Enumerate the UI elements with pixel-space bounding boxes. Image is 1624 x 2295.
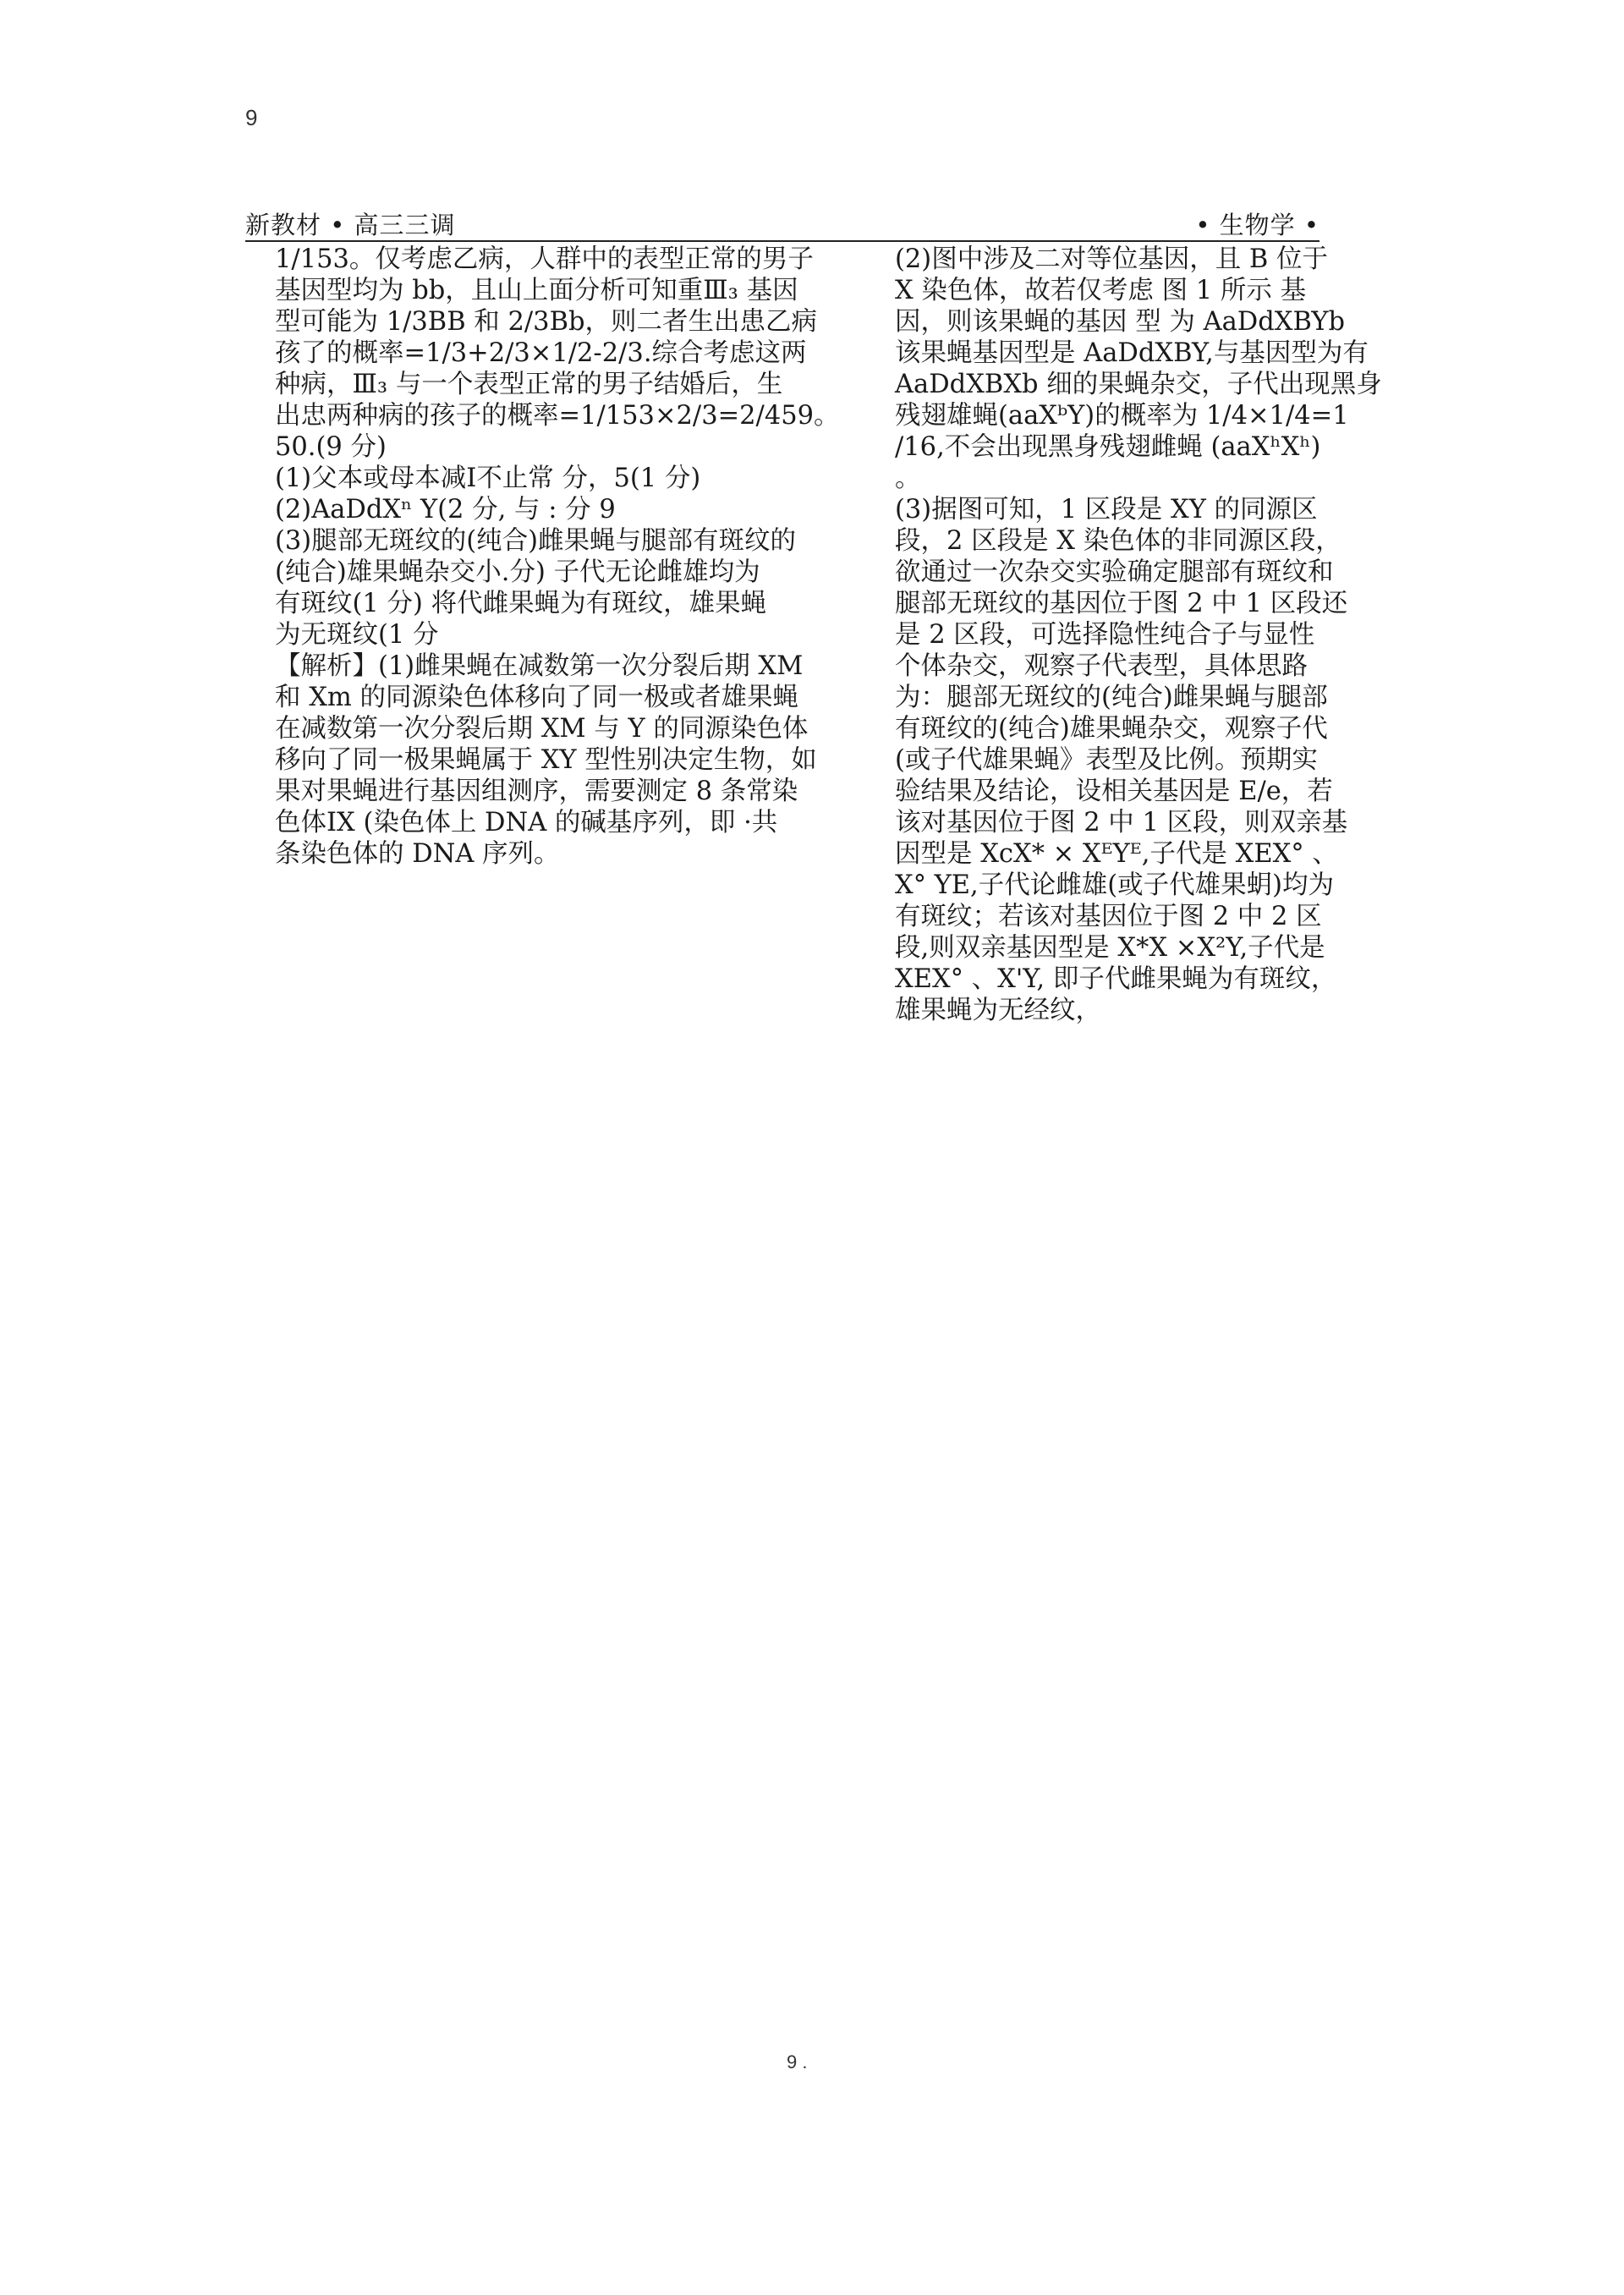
- analysis-line: 个体杂交，观察子代表型，具体思路: [895, 651, 1308, 681]
- analysis-line: 验结果及结论，设相关基因是 E/e，若: [895, 777, 1333, 806]
- analysis-line: X° YE,子代论雌雄(或子代雄果蚏)均为: [895, 870, 1335, 900]
- analysis-line: 果对果蝇进行基因组测序，需要测定 8 条常染: [275, 777, 798, 806]
- answer-line: (纯合)雄果蝇杂交小.分) 子代无论雌雄均为: [275, 557, 760, 587]
- analysis-line: 条染色体的 DNA 序列。: [275, 839, 560, 869]
- text-line: 孩了的概率=1/3+2/3×1/2-2/3.综合考虑这两: [275, 338, 807, 368]
- page-number-bottom: 9 .: [787, 2051, 808, 2073]
- analysis-line: 是 2 区段，可选择隐性纯合子与显性: [895, 620, 1315, 650]
- text-line: 基因型均为 bb，且山上面分析可知重Ⅲ₃ 基因: [275, 276, 798, 305]
- analysis-line: 有斑纹；若该对基因位于图 2 中 2 区: [895, 902, 1322, 931]
- analysis-line: 段，2 区段是 X 染色体的非同源区段，: [895, 526, 1341, 556]
- page-number-top: 9: [245, 105, 258, 130]
- text-line: 型可能为 1/3BB 和 2/3Bb，则二者生出患乙病: [275, 307, 818, 337]
- text-line: 种病，Ⅲ₃ 与一个表型正常的男子结婚后，生: [275, 370, 783, 399]
- analysis-line: 因型是 XcX* × XᴱYᴱ,子代是 XEX° 、: [895, 839, 1338, 869]
- analysis-line: /16,不会出现黑身残翅雌蝇 (aaXʰXʰ): [895, 432, 1321, 462]
- analysis-line: X 染色体，故若仅考虑 图 1 所示 基: [895, 276, 1307, 305]
- answer-line: (3)腿部无斑纹的(纯合)雌果蝇与腿部有斑纹的: [275, 526, 797, 556]
- analysis-line: XEX° 、X'Y, 即子代雌果蝇为有斑纹，: [895, 964, 1337, 994]
- analysis-line: 该果蝇基因型是 AaDdXBY,与基因型为有: [895, 338, 1369, 368]
- right-column: [895, 244, 1382, 1026]
- answer-line: 为无斑纹(1 分: [275, 620, 439, 650]
- header-left-text: 新教材 • 高三三调: [245, 211, 456, 239]
- analysis-line: 腿部无斑纹的基因位于图 2 中 1 区段还: [895, 589, 1348, 618]
- header-right-text: • 生物学 •: [1195, 211, 1320, 239]
- analysis-line: 欲通过一次杂交实验确定腿部有斑纹和: [895, 557, 1334, 587]
- analysis-line: 雄果蝇为无经纹，: [895, 996, 1101, 1025]
- analysis-line: 有斑纹的(纯合)雄果蝇杂交，观察子代: [895, 714, 1328, 744]
- answer-line: 有斑纹(1 分) 将代雌果蝇为有斑纹，雄果蝇: [275, 589, 767, 618]
- analysis-line: (或子代雄果蝇》表型及比例。预期实: [895, 745, 1318, 775]
- analysis-line: 段,则双亲基因型是 X*X ×X²Y,子代是: [895, 933, 1325, 963]
- analysis-line: (3)据图可知，1 区段是 XY 的同源区: [895, 495, 1318, 524]
- analysis-line: 移向了同一极果蝇属于 XY 型性别决定生物，如: [275, 745, 817, 775]
- analysis-line: 在减数第一次分裂后期 XM 与 Y 的同源染色体: [275, 714, 809, 744]
- text-line: 出忠两种病的孩子的概率=1/153×2/3=2/459。: [275, 401, 840, 431]
- analysis-line: (2)图中涉及二对等位基因，且 B 位于: [895, 244, 1329, 274]
- analysis-line: AaDdXBXb 细的果蝇杂交，子代出现黑身: [895, 370, 1382, 399]
- left-column: [275, 244, 859, 870]
- analysis-line: 【解析】(1)雌果蝇在减数第一次分裂后期 XM: [275, 651, 804, 681]
- page-header: [245, 206, 1320, 242]
- answer-line: (2)AaDdXⁿ Y(2 分, 与 : 分 9: [275, 495, 616, 524]
- analysis-line: 残翅雄蝇(aaXᵇY)的概率为 1/4×1/4=1: [895, 401, 1349, 431]
- analysis-line: 该对基因位于图 2 中 1 区段，则双亲基: [895, 808, 1348, 837]
- question-number: 50.(9 分): [275, 432, 387, 462]
- answer-line: (1)父本或母本减Ⅰ不止常 分，5(1 分): [275, 464, 701, 493]
- analysis-line: 色体ⅠX (染色体上 DNA 的碱基序列，即 ·共: [275, 808, 778, 837]
- analysis-line: 。: [895, 464, 921, 493]
- analysis-line: 为：腿部无斑纹的(纯合)雌果蝇与腿部: [895, 683, 1328, 712]
- analysis-line: 因，则该果蝇的基因 型 为 AaDdXBYb: [895, 307, 1346, 337]
- analysis-line: 和 Xm 的同源染色体移向了同一极或者雄果蝇: [275, 683, 799, 712]
- text-line: 1/153。仅考虑乙病，人群中的表型正常的男子: [275, 244, 814, 274]
